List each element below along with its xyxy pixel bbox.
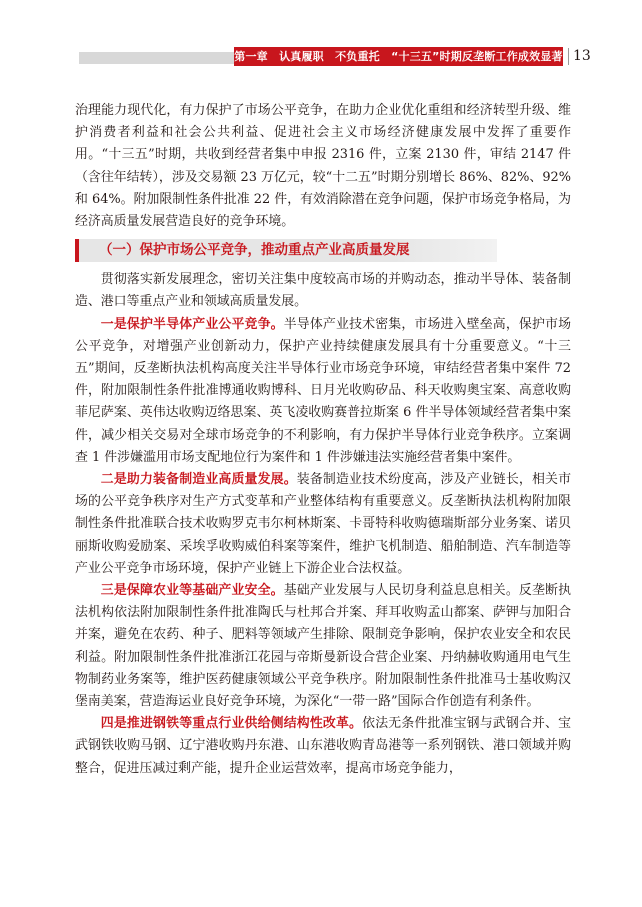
section-lead-paragraph: 贯彻落实新发展理念，密切关注集中度较高市场的并购动态，推动半导体、装备制造、港口等重点产业和领域高质量发展。 (75, 272, 571, 310)
item-body: 基础产业发展与人民切身利益息息相关。反垄断执法机构依法附加限制性条件批准陶氏与杜邦合并案、拜耳收购孟山都案、萨钾与加阳合并案，避免在农药、种子、肥料等领域产生排除、限制竞争影响，保护农业安全和农民利益。附加限制性条件批准浙江花园与帝斯曼新设合营企业案、丹纳赫收购通用电气生物制药业务案等，维护医药健康领域公平竞争秩序。附加限制性条件批准马士基收购汉堡南美案，营造海运业良好竞争环境，为深化“一带一路”国际合作创造有利条件。 (75, 583, 572, 710)
item-heading: 三是保障农业等基础产业安全。 (100, 583, 284, 599)
item-body: 依法无条件批准宝钢与武钢合并、宝武钢铁收购马钢、辽宁港收购丹东港、山东港收购青岛港等一系列钢铁、港口领域并购整合，促进压减过剩产能，提升企业运营效率，提高市场竞争能力， (75, 716, 572, 776)
item-heading: 二是助力装备制造业高质量发展。 (100, 472, 297, 488)
page-header (0, 0, 642, 70)
item-paragraph-semiconductor (75, 314, 571, 469)
chapter-title-band (234, 47, 563, 66)
item-paragraph-agriculture (75, 580, 571, 713)
page-body (75, 100, 571, 780)
page-number: 13 (573, 48, 591, 64)
item-body: 半导体产业技术密集，市场进入壁垒高，保护市场公平竞争，对增强产业创新动力，保护产业持续健康发展具有十分重要意义。“十三五”期间，反垄断执法机构高度关注半导体行业市场竞争环境，审结经营者集中案件 72 件，附加限制性条件批准博通收购博科、日月光收购矽品、科天收购奥宝案、高意收购菲尼萨案、英伟达收购迈络思案、英飞凌收购赛普拉斯案 6 件半导体领域经营者集中案件，减少相关交易对全球市场竞争的不利影响，有力保护半导体行业竞争秩序。立案调查 1 件涉嫌滥用市场支配地位行为案件和 1 件涉嫌违法实施经营者集中案件。 (75, 316, 572, 465)
section-heading: （一）保护市场公平竞争，推动重点产业高质量发展 (99, 242, 410, 259)
item-paragraph-equipment (75, 469, 571, 580)
header-divider (568, 48, 569, 65)
item-body: 装备制造业技术纷度高，涉及产业链长，相关市场的公平竞争秩序对生产方式变革和产业整体结构有重要意义。反垄断执法机构附加限制性条件批准联合技术收购罗克韦尔柯林斯案、卡哥特科收购德瑞斯部分业务案、诺贝丽斯收购爱励案、采埃孚收购威伯科案等案件，维护飞机制造、船舶制造、汽车制造等产业公平竞争市场环境，保护产业链上下游企业合法权益。 (75, 472, 572, 576)
header-grey-band (79, 52, 234, 64)
chapter-title: 第一章 认真履职 不负重托 “十三五”时期反垄断工作成效显著 (234, 50, 563, 63)
item-heading: 四是推进钢铁等重点行业供给侧结构性改革。 (100, 716, 363, 732)
item-heading: 一是保护半导体产业公平竞争。 (100, 316, 284, 332)
section-heading-bar (75, 239, 497, 262)
intro-paragraph: 治理能力现代化，有力保护了市场公平竞争，在助力企业优化重组和经济转型升级、维护消费者利益和社会公共利益、促进社会主义市场经济健康发展中发挥了重要作用。“十三五”时期，共收到经营者集中申报 2316 件，立案 2130 件，审结 2147 件（含往年结转），涉及交易额 23 万亿元，较“十二五”时期分别增长 86%、82%、92% 和 64%。附加限制性条件批准 22 件，有效消除潜在竞争问题，保护市场竞争格局，为经济高质量发展营造良好的竞争环境。 (75, 103, 571, 230)
item-paragraph-steel (75, 713, 571, 780)
